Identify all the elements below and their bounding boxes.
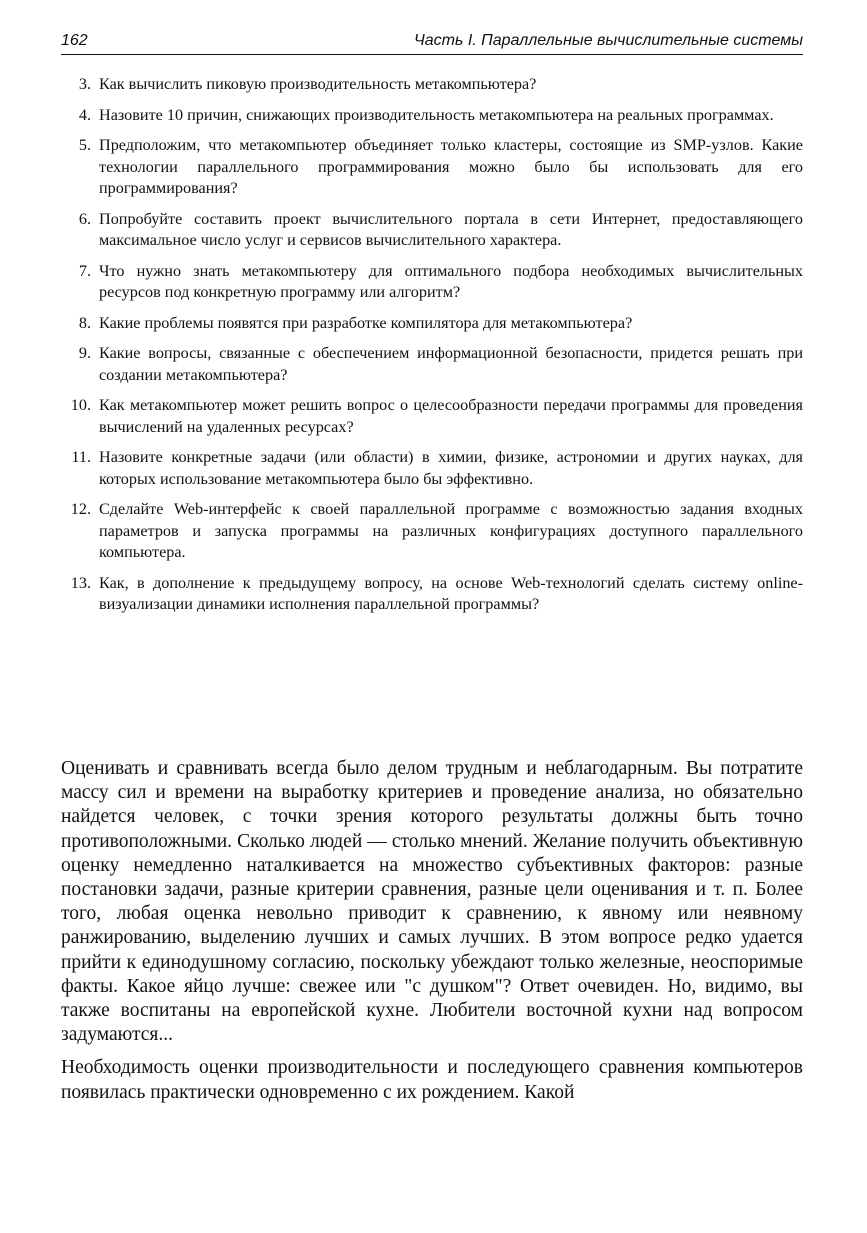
question-text: Назовите конкретные задачи (или области) в химии, физике, астрономии и других науках, для которых использование метакомпьютера было бы эффективно. xyxy=(99,448,803,488)
question-item xyxy=(61,499,803,564)
question-number: 6. xyxy=(78,209,91,228)
question-text: Как вычислить пиковую производительность метакомпьютера? xyxy=(99,75,537,93)
question-number: 4. xyxy=(78,105,91,124)
running-title: Часть I. Параллельные вычислительные системы xyxy=(413,32,803,49)
question-item xyxy=(61,261,803,304)
question-text: Как, в дополнение к предыдущему вопросу, на основе Web-технологий сделать систему online-визуализации динамики исполнения параллельной программы? xyxy=(99,573,803,613)
paragraph: Оценивать и сравнивать всегда было делом трудным и неблагодарным. Вы потратите массу сил и времени на выработку критериев и проведение анализа, но обязательно найдется человек, с точки зрения которого результаты должны быть точно противоположными. Сколько людей — столько мнений. Желание получить объективную оценку немедленно наталкивается на множество субъективных факторов: разные постановки задачи, разные критерии сравнения, разные цели оценивания и т. п. Более того, любая оценка невольно приводит к сравнению, к явному или неявному ранжированию, выделению лучших и самых лучших. В этом вопросе редко удается прийти к единодушному согласию, поскольку убеждают только железные, неоспоримые факты. Какое яйцо лучше: свежее или "с душком"? Ответ очевиден. Но, видимо, вы также воспитаны на европейской кухне. Любители восточной кухни над вопросом задумаются... xyxy=(61,758,803,1046)
question-text: Какие проблемы появятся при разработке компилятора для метакомпьютера? xyxy=(99,313,633,332)
question-item xyxy=(61,395,803,438)
question-text: Попробуйте составить проект вычислительного портала в сети Интернет, предоставляющего максимальное число услуг и сервисов вычислительного характера. xyxy=(99,209,803,249)
question-number: 13. xyxy=(70,573,91,592)
question-item xyxy=(61,105,803,127)
question-number: 7. xyxy=(78,261,91,280)
question-item xyxy=(61,209,803,252)
question-item xyxy=(61,343,803,386)
body-text xyxy=(61,757,803,1114)
question-text: Назовите 10 причин, снижающих производительность метакомпьютера на реальных программах. xyxy=(99,105,774,124)
question-number: 10. xyxy=(70,396,91,414)
question-number: 3. xyxy=(78,75,91,93)
question-number: 8. xyxy=(78,313,91,332)
question-list xyxy=(61,74,803,625)
question-item xyxy=(61,447,803,490)
question-item xyxy=(61,74,803,96)
question-text: Как метакомпьютер может решить вопрос о целесообразности передачи программы для проведения вычислений на удаленных ресурсах? xyxy=(99,396,803,436)
question-item xyxy=(61,573,803,616)
page-number: 162 xyxy=(61,32,88,49)
question-text: Какие вопросы, связанные с обеспечением информационной безопасности, придется решать при создании метакомпьютера? xyxy=(99,344,803,384)
page-header xyxy=(61,28,803,55)
question-number: 9. xyxy=(78,344,91,362)
question-item xyxy=(61,313,803,335)
question-text: Сделайте Web-интерфейс к своей параллельной программе с возможностью задания входных параметров и запуска программы на различных конфигурациях доступного параллельного компьютера. xyxy=(99,500,803,561)
question-item xyxy=(61,135,803,200)
question-number: 11. xyxy=(71,448,91,466)
question-number: 12. xyxy=(70,500,91,518)
paragraph: Необходимость оценки производительности и последующего сравнения компьютеров появилась практически одновременно с их рождением. Какой xyxy=(61,1057,803,1103)
question-text: Предположим, что метакомпьютер объединяет только кластеры, состоящие из SMP-узлов. Какие технологии параллельного программирования можно было бы использовать для его программирования? xyxy=(99,136,803,197)
question-text: Что нужно знать метакомпьютеру для оптимального подбора необходимых вычислительных ресурсов под конкретную программу или алгоритм? xyxy=(99,261,803,301)
question-number: 5. xyxy=(78,136,91,154)
